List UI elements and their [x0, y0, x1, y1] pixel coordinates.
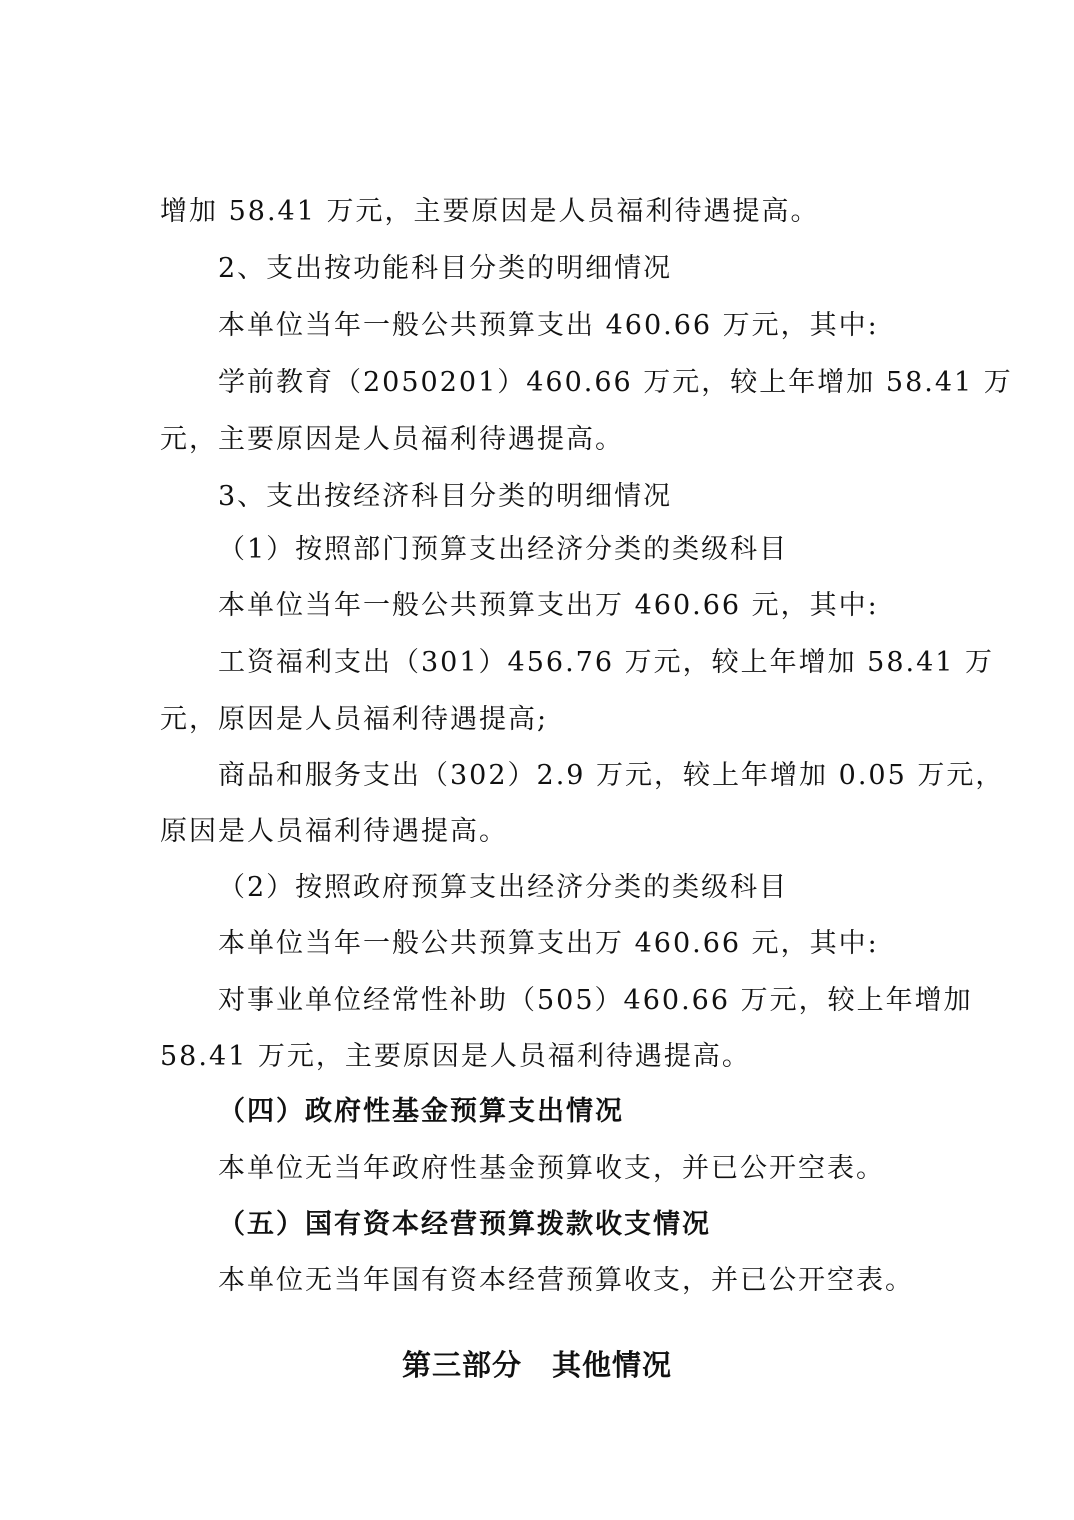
- body-line: 工资福利支出（301）456.76 万元，较上年增加 58.41 万: [218, 647, 995, 678]
- body-line: （2）按照政府预算支出经济分类的类级科目: [218, 872, 789, 903]
- section-heading: （四）政府性基金预算支出情况: [218, 1096, 624, 1127]
- body-line: 增加 58.41 万元，主要原因是人员福利待遇提高。: [160, 196, 820, 227]
- body-line: 对事业单位经常性补助（505）460.66 万元，较上年增加: [218, 985, 973, 1016]
- body-line: 原因是人员福利待遇提高。: [160, 816, 508, 847]
- body-line: 本单位无当年国有资本经营预算收支，并已公开空表。: [218, 1265, 914, 1296]
- body-line: 本单位当年一般公共预算支出万 460.66 元，其中:: [218, 928, 879, 959]
- body-line: 学前教育（2050201）460.66 万元，较上年增加 58.41 万: [218, 367, 1013, 398]
- body-line: 2、支出按功能科目分类的明细情况: [218, 253, 673, 284]
- body-line: 元，原因是人员福利待遇提高;: [160, 704, 549, 735]
- body-line: 3、支出按经济科目分类的明细情况: [218, 481, 673, 512]
- body-line: 本单位无当年政府性基金预算收支，并已公开空表。: [218, 1153, 885, 1184]
- body-line: 本单位当年一般公共预算支出万 460.66 元，其中:: [218, 590, 879, 621]
- body-line: 元，主要原因是人员福利待遇提高。: [160, 424, 624, 455]
- body-line: （1）按照部门预算支出经济分类的类级科目: [218, 534, 789, 565]
- body-line: 商品和服务支出（302）2.9 万元，较上年增加 0.05 万元，: [218, 760, 1005, 791]
- section-heading: （五）国有资本经营预算拨款收支情况: [218, 1209, 711, 1240]
- body-line: 本单位当年一般公共预算支出 460.66 万元，其中:: [218, 310, 879, 341]
- part-heading: 第三部分 其他情况: [401, 1348, 672, 1382]
- body-line: 58.41 万元，主要原因是人员福利待遇提高。: [160, 1041, 751, 1072]
